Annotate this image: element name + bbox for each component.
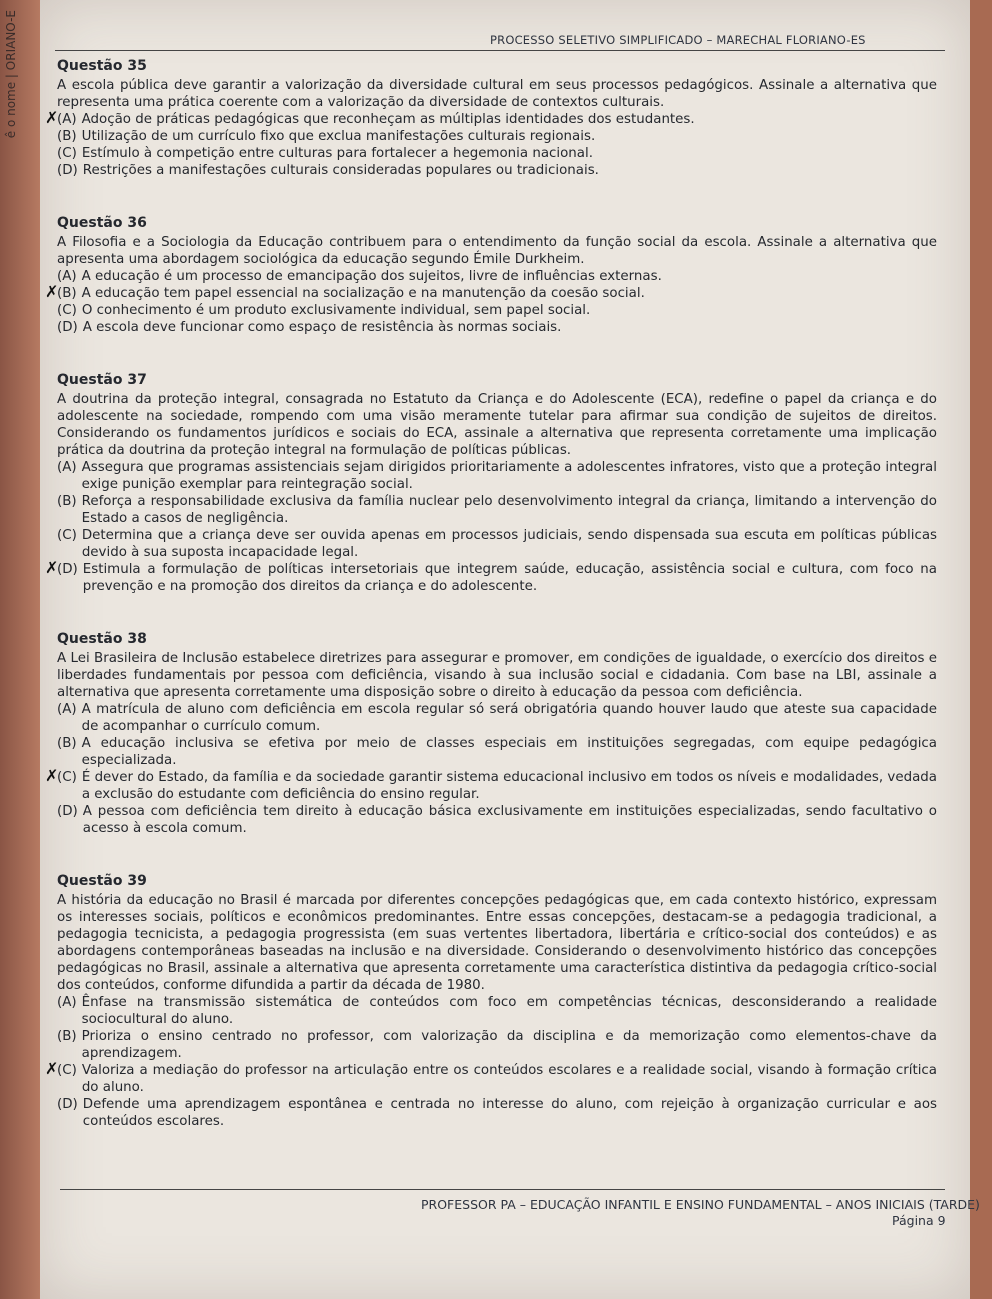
option-letter: (D): [57, 320, 78, 335]
question-39: [57, 873, 937, 1130]
option-text: Adoção de práticas pedagógicas que reconheçam as múltiplas identidades dos estudantes.: [81, 112, 695, 127]
option-c[interactable]: [57, 145, 937, 162]
option-letter: (D): [57, 804, 78, 819]
question-35: [57, 58, 937, 179]
option-b[interactable]: [57, 735, 937, 769]
edge-text: ê o nome | ORIANO-E: [4, 10, 18, 139]
option-text: O conhecimento é um produto exclusivamente individual, sem papel social.: [81, 303, 591, 318]
option-text: A educação tem papel essencial na socialização e na manutenção da coesão social.: [81, 286, 645, 301]
question-stem: A história da educação no Brasil é marcada por diferentes concepções pedagógicas que, em cada contexto histórico, expressam os interesses sociais, políticos e econômicos predominantes. Entre essas concepções, destacam-se a pedagogia tradicional, a pedagogia tecnicista, a pedagogia progressista (em suas vertentes libertadora, libertária e crítico-social dos conteúdos) e as abordagens contemporâneas baseadas na inclusão e na diversidade. Considerando o desenvolvimento histórico das concepções pedagógicas no Brasil, assinale a alternativa que apresenta corretamente uma característica distintiva da pedagogia crítico-social dos conteúdos, conforme difundida a partir da década de 1980.: [57, 893, 937, 993]
option-letter: ✗ (C): [57, 1062, 77, 1096]
option-text: É dever do Estado, da família e da sociedade garantir sistema educacional inclusivo em todos os níveis e modalidades, vedada a exclusão do estudante com deficiência do ensino regular.: [81, 770, 937, 802]
question-38: [57, 631, 937, 837]
option-b[interactable]: [57, 493, 937, 527]
option-letter: (B): [57, 1029, 77, 1044]
question-title: Questão 37: [57, 372, 147, 388]
option-text: Estímulo à competição entre culturas para fortalecer a hegemonia nacional.: [81, 146, 593, 161]
option-a[interactable]: [57, 268, 937, 285]
option-letter: (D): [57, 1097, 78, 1112]
exam-header: PROCESSO SELETIVO SIMPLIFICADO – MARECHAL FLORIANO-ES: [490, 33, 866, 47]
option-letter: (C): [57, 303, 77, 318]
option-text: Prioriza o ensino centrado no professor, com valorização da disciplina e da memorização como elementos-chave da aprendizagem.: [81, 1029, 937, 1061]
footer-divider: [60, 1189, 945, 1190]
option-c[interactable]: [57, 527, 937, 561]
option-d[interactable]: [57, 1096, 937, 1130]
option-b[interactable]: [57, 1028, 937, 1062]
option-c[interactable]: [57, 1062, 937, 1096]
questions-container: [57, 58, 937, 1166]
option-letter: ✗ (B): [57, 285, 77, 302]
question-title: Questão 38: [57, 631, 147, 647]
option-letter: (C): [57, 146, 77, 161]
option-b[interactable]: [57, 128, 937, 145]
header-divider: [55, 50, 945, 51]
option-b[interactable]: [57, 285, 937, 302]
option-text: Assegura que programas assistenciais sejam dirigidos prioritariamente a adolescentes infratores, visto que a proteção integral exige punição exemplar para reintegração social.: [81, 460, 937, 492]
question-36: [57, 215, 937, 336]
option-text: Utilização de um currículo fixo que exclua manifestações culturais regionais.: [81, 129, 596, 144]
option-text: A educação é um processo de emancipação dos sujeitos, livre de influências externas.: [81, 269, 662, 284]
option-letter: (B): [57, 129, 77, 144]
option-d[interactable]: [57, 561, 937, 595]
option-text: Restrições a manifestações culturais consideradas populares ou tradicionais.: [82, 163, 599, 178]
option-c[interactable]: [57, 769, 937, 803]
option-letter: (A): [57, 702, 77, 717]
question-stem: A escola pública deve garantir a valorização da diversidade cultural em seus processos pedagógicos. Assinale a alternativa que representa uma prática coerente com a valorização da diversidade de contextos culturais.: [57, 78, 937, 110]
option-letter: ✗ (D): [57, 561, 78, 595]
option-text: A matrícula de aluno com deficiência em escola regular só será obrigatória quando houver laudo que ateste sua capacidade de acompanhar o currículo comum.: [81, 702, 937, 734]
option-letter: (C): [57, 528, 77, 543]
option-text: A educação inclusiva se efetiva por meio de classes especiais em instituições segregadas, com equipe pedagógica especializada.: [81, 736, 937, 768]
option-text: Ênfase na transmissão sistemática de conteúdos com foco em competências técnicas, desconsiderando a realidade sociocultural do aluno.: [81, 995, 937, 1027]
option-c[interactable]: [57, 302, 937, 319]
question-37: [57, 372, 937, 595]
option-letter: ✗ (C): [57, 769, 77, 803]
option-d[interactable]: [57, 803, 937, 837]
option-text: A escola deve funcionar como espaço de resistência às normas sociais.: [82, 320, 562, 335]
option-text: Valoriza a mediação do professor na articulação entre os conteúdos escolares e a realidade social, visando à formação crítica do aluno.: [81, 1063, 937, 1095]
option-letter: (B): [57, 494, 77, 509]
option-a[interactable]: [57, 994, 937, 1028]
question-title: Questão 39: [57, 873, 147, 889]
option-a[interactable]: [57, 111, 937, 128]
exam-footer: PROFESSOR PA – EDUCAÇÃO INFANTIL E ENSINO FUNDAMENTAL – ANOS INICIAIS (TARDE): [421, 1197, 980, 1212]
option-text: A pessoa com deficiência tem direito à educação básica exclusivamente em instituições especializadas, sendo facultativo o acesso à escola comum.: [82, 804, 937, 836]
question-stem: A doutrina da proteção integral, consagrada no Estatuto da Criança e do Adolescente (ECA), redefine o papel da criança e do adolescente na sociedade, rompendo com uma visão meramente tutelar para afirmar sua condição de sujeitos de direitos. Considerando os fundamentos jurídicos e sociais do ECA, assinale a alternativa que representa corretamente uma implicação prática da doutrina da proteção integral na formulação de políticas públicas.: [57, 392, 937, 458]
option-a[interactable]: [57, 459, 937, 493]
option-text: Estimula a formulação de políticas intersetoriais que integrem saúde, educação, assistência social e cultura, com foco na prevenção e na promoção dos direitos da criança e do adolescente.: [82, 562, 937, 594]
option-letter: ✗ (A): [57, 111, 77, 128]
page-edge: [0, 0, 40, 1299]
option-d[interactable]: [57, 319, 937, 336]
option-text: Defende uma aprendizagem espontânea e centrada no interesse do aluno, com rejeição à organização curricular e aos conteúdos escolares.: [82, 1097, 937, 1129]
option-letter: (A): [57, 269, 77, 284]
question-stem: A Filosofia e a Sociologia da Educação contribuem para o entendimento da função social da escola. Assinale a alternativa que apresenta uma abordagem sociológica da educação segundo Émile Durkheim.: [57, 235, 937, 267]
option-letter: (A): [57, 460, 77, 475]
option-letter: (B): [57, 736, 77, 751]
question-title: Questão 36: [57, 215, 147, 231]
option-letter: (D): [57, 163, 78, 178]
option-text: Reforça a responsabilidade exclusiva da família nuclear pelo desenvolvimento integral da criança, limitando a intervenção do Estado a casos de negligência.: [81, 494, 937, 526]
page-number: Página 9: [892, 1213, 946, 1228]
option-letter: (A): [57, 995, 77, 1010]
option-text: Determina que a criança deve ser ouvida apenas em processos judiciais, sendo dispensada sua escuta em políticas públicas devido à sua suposta incapacidade legal.: [81, 528, 937, 560]
option-d[interactable]: [57, 162, 937, 179]
question-title: Questão 35: [57, 58, 147, 74]
question-stem: A Lei Brasileira de Inclusão estabelece diretrizes para assegurar e promover, em condições de igualdade, o exercício dos direitos e liberdades fundamentais por pessoa com deficiência, visando à sua inclusão social e cidadania. Com base na LBI, assinale a alternativa que apresenta corretamente uma disposição sobre o direito à educação da pessoa com deficiência.: [57, 651, 937, 700]
option-a[interactable]: [57, 701, 937, 735]
